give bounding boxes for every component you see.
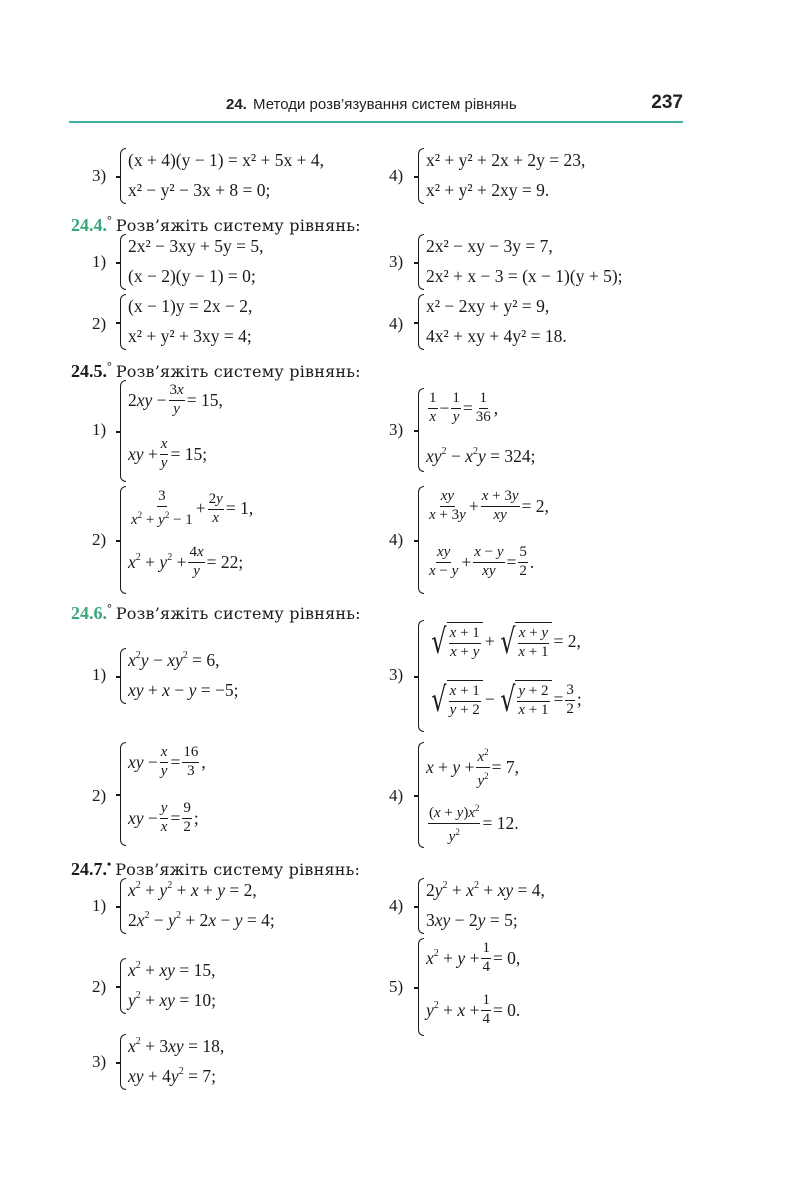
equation: $2y^2 + x^2$ + xy = 4,	[426, 880, 545, 900]
equation: $y^2 + x$ + $\frac{1}{4}$ = 0.	[426, 992, 521, 1027]
item-label: 4)	[389, 786, 404, 805]
equation-system	[116, 648, 316, 704]
equation: $y^2$ + xy = 10;	[128, 990, 216, 1010]
equation: 3xy − 2y = 5;	[426, 910, 518, 930]
equation: xy − $\frac{y}{x}$ = $\frac{9}{2}$ ;	[128, 800, 199, 835]
difficulty-mark: °	[107, 359, 112, 373]
item-label: 2)	[92, 786, 107, 805]
equation: $2x^2 - y^2 + 2x - y = 4$;	[128, 910, 275, 930]
exercise-number: 24.7.	[71, 859, 107, 879]
equation-system	[414, 620, 624, 732]
exercise-number: 24.4.	[71, 215, 107, 235]
equation-system	[414, 234, 654, 290]
equation-system	[116, 878, 326, 934]
exercise-heading	[71, 854, 360, 880]
chapter-heading	[226, 96, 517, 113]
equation: 2xy − $\frac{3x}{y}$ = 15,	[128, 382, 223, 417]
item-label: 5)	[389, 977, 404, 996]
exercise-number: 24.6.	[71, 603, 107, 623]
equation: (x − 2)(y − 1) = 0;	[128, 266, 256, 286]
equation-system	[116, 958, 266, 1014]
equation: √ $\frac{x + 1}{x + y}$ + √ $\frac{x + y}{x + 1}$ = 2,	[431, 621, 581, 662]
equation: $x^2 + y$ + $\frac{1}{4}$ = 0,	[426, 940, 521, 975]
equation: x² + y² + 3xy = 4;	[128, 326, 252, 346]
equation: (x − 1)y = 2x − 2,	[128, 296, 253, 316]
equation: xy − $\frac{x}{y}$ = $\frac{16}{3}$ ,	[128, 744, 206, 779]
page-header	[0, 92, 683, 122]
item-label: 3)	[389, 252, 404, 271]
equation: $x^2 + 3xy = 18$,	[128, 1036, 225, 1056]
exercise-number: 24.5.	[71, 361, 107, 381]
exercise-title: Розв’яжіть систему рівнянь:	[115, 604, 361, 623]
item-label: 4)	[389, 166, 404, 185]
item-label: 1)	[92, 420, 107, 439]
equation: √ $\frac{x + 1}{y + 2}$ − √ $\frac{y + 2}{x + 1}$ = $\frac{3}{2}$ ;	[431, 679, 582, 720]
equation: 2x² + x − 3 = (x − 1)(y + 5);	[426, 266, 623, 286]
equation-system	[414, 486, 634, 594]
equation: 1 x − $\frac{1}{y}$ = $\frac{1}{36}$ ,	[429, 390, 499, 425]
item-label: 1)	[92, 896, 107, 915]
equation-system	[414, 388, 614, 472]
equation: $xy^2 - x^2y = 324$;	[426, 446, 536, 466]
item-label: 4)	[389, 530, 404, 549]
item-label: 4)	[389, 314, 404, 333]
equation: (x + 4)(y − 1) = x² + 5x + 4,	[128, 150, 325, 170]
equation: x² − y² − 3x + 8 = 0;	[128, 180, 271, 200]
equation: xy x − y + $\frac{x - y}{xy}$ = $\frac{5}{2}$ .	[429, 544, 535, 579]
exercise-heading	[71, 598, 361, 624]
difficulty-mark: °	[107, 601, 112, 615]
equation-system	[414, 878, 594, 934]
equation: x² + y² + 2x + 2y = 23,	[426, 150, 586, 170]
item-label: 2)	[92, 314, 107, 333]
equation-system	[116, 380, 316, 482]
item-label: 3)	[389, 665, 404, 684]
item-label: 3)	[92, 1052, 107, 1071]
equation-system	[116, 486, 336, 594]
equation-system	[414, 148, 634, 204]
equation: xy x + 3y + $\frac{x + 3y}{xy}$ = 2,	[429, 488, 549, 523]
chapter-number: 24.	[226, 96, 247, 113]
equation-system	[116, 1034, 276, 1090]
equation: $x^2y - xy^2 = 6$,	[128, 650, 220, 670]
equation: xy + $\frac{x}{y}$ = 15;	[128, 436, 208, 471]
item-label: 3)	[389, 420, 404, 439]
difficulty-mark: •	[107, 857, 112, 871]
equation: x² + y² + 2xy = 9.	[426, 180, 550, 200]
equation: $x^2 + y^2 + x + y = 2$,	[128, 880, 257, 900]
equation: xy + x − y = −5;	[128, 680, 239, 700]
item-label: 1)	[92, 665, 107, 684]
item-label: 3)	[92, 166, 107, 185]
equation: 2x² − xy − 3y = 7,	[426, 236, 553, 256]
equation: $x^2 + y^2$ + $\frac{4x}{y}$ = 22;	[128, 544, 244, 579]
header-rule	[69, 121, 683, 123]
equation-system	[116, 234, 346, 290]
equation: 2x² − 3xy + 5y = 5,	[128, 236, 264, 256]
equation-system	[414, 294, 634, 350]
equation: x² − 2xy + y² = 9,	[426, 296, 550, 316]
equation: x + y + $\frac{x^2}{y^2}$ = 7,	[426, 744, 519, 790]
item-label: 2)	[92, 977, 107, 996]
equation: 4x² + xy + 4y² = 18.	[426, 326, 567, 346]
equation-system	[116, 148, 366, 204]
difficulty-mark: °	[107, 213, 112, 227]
equation: 3 $x^2 + y^2 - 1$ + $\frac{2y}{x}$ = 1,	[131, 488, 254, 528]
exercise-heading	[71, 356, 361, 382]
item-label: 1)	[92, 252, 107, 271]
equation: xy + $4y^2 = 7$;	[128, 1066, 216, 1086]
equation: $\frac{(x + y)x^2}{y^2}$ = 12.	[426, 800, 519, 846]
equation-system	[116, 294, 336, 350]
equation-system	[414, 742, 594, 848]
item-label: 4)	[389, 896, 404, 915]
exercise-title: Розв’яжіть систему рівнянь:	[115, 362, 361, 381]
equation: $x^2$ + xy = 15,	[128, 960, 216, 980]
exercise-title: Розв’яжіть систему рівнянь:	[115, 216, 361, 235]
item-label: 2)	[92, 530, 107, 549]
equation-system	[116, 742, 276, 846]
chapter-title: Методи розв’язування систем рівнянь	[253, 96, 517, 113]
exercise-heading	[71, 210, 361, 236]
equation-system	[414, 938, 574, 1036]
page-number: 237	[651, 92, 683, 113]
exercise-title: Розв’яжіть систему рівнянь:	[115, 860, 361, 879]
